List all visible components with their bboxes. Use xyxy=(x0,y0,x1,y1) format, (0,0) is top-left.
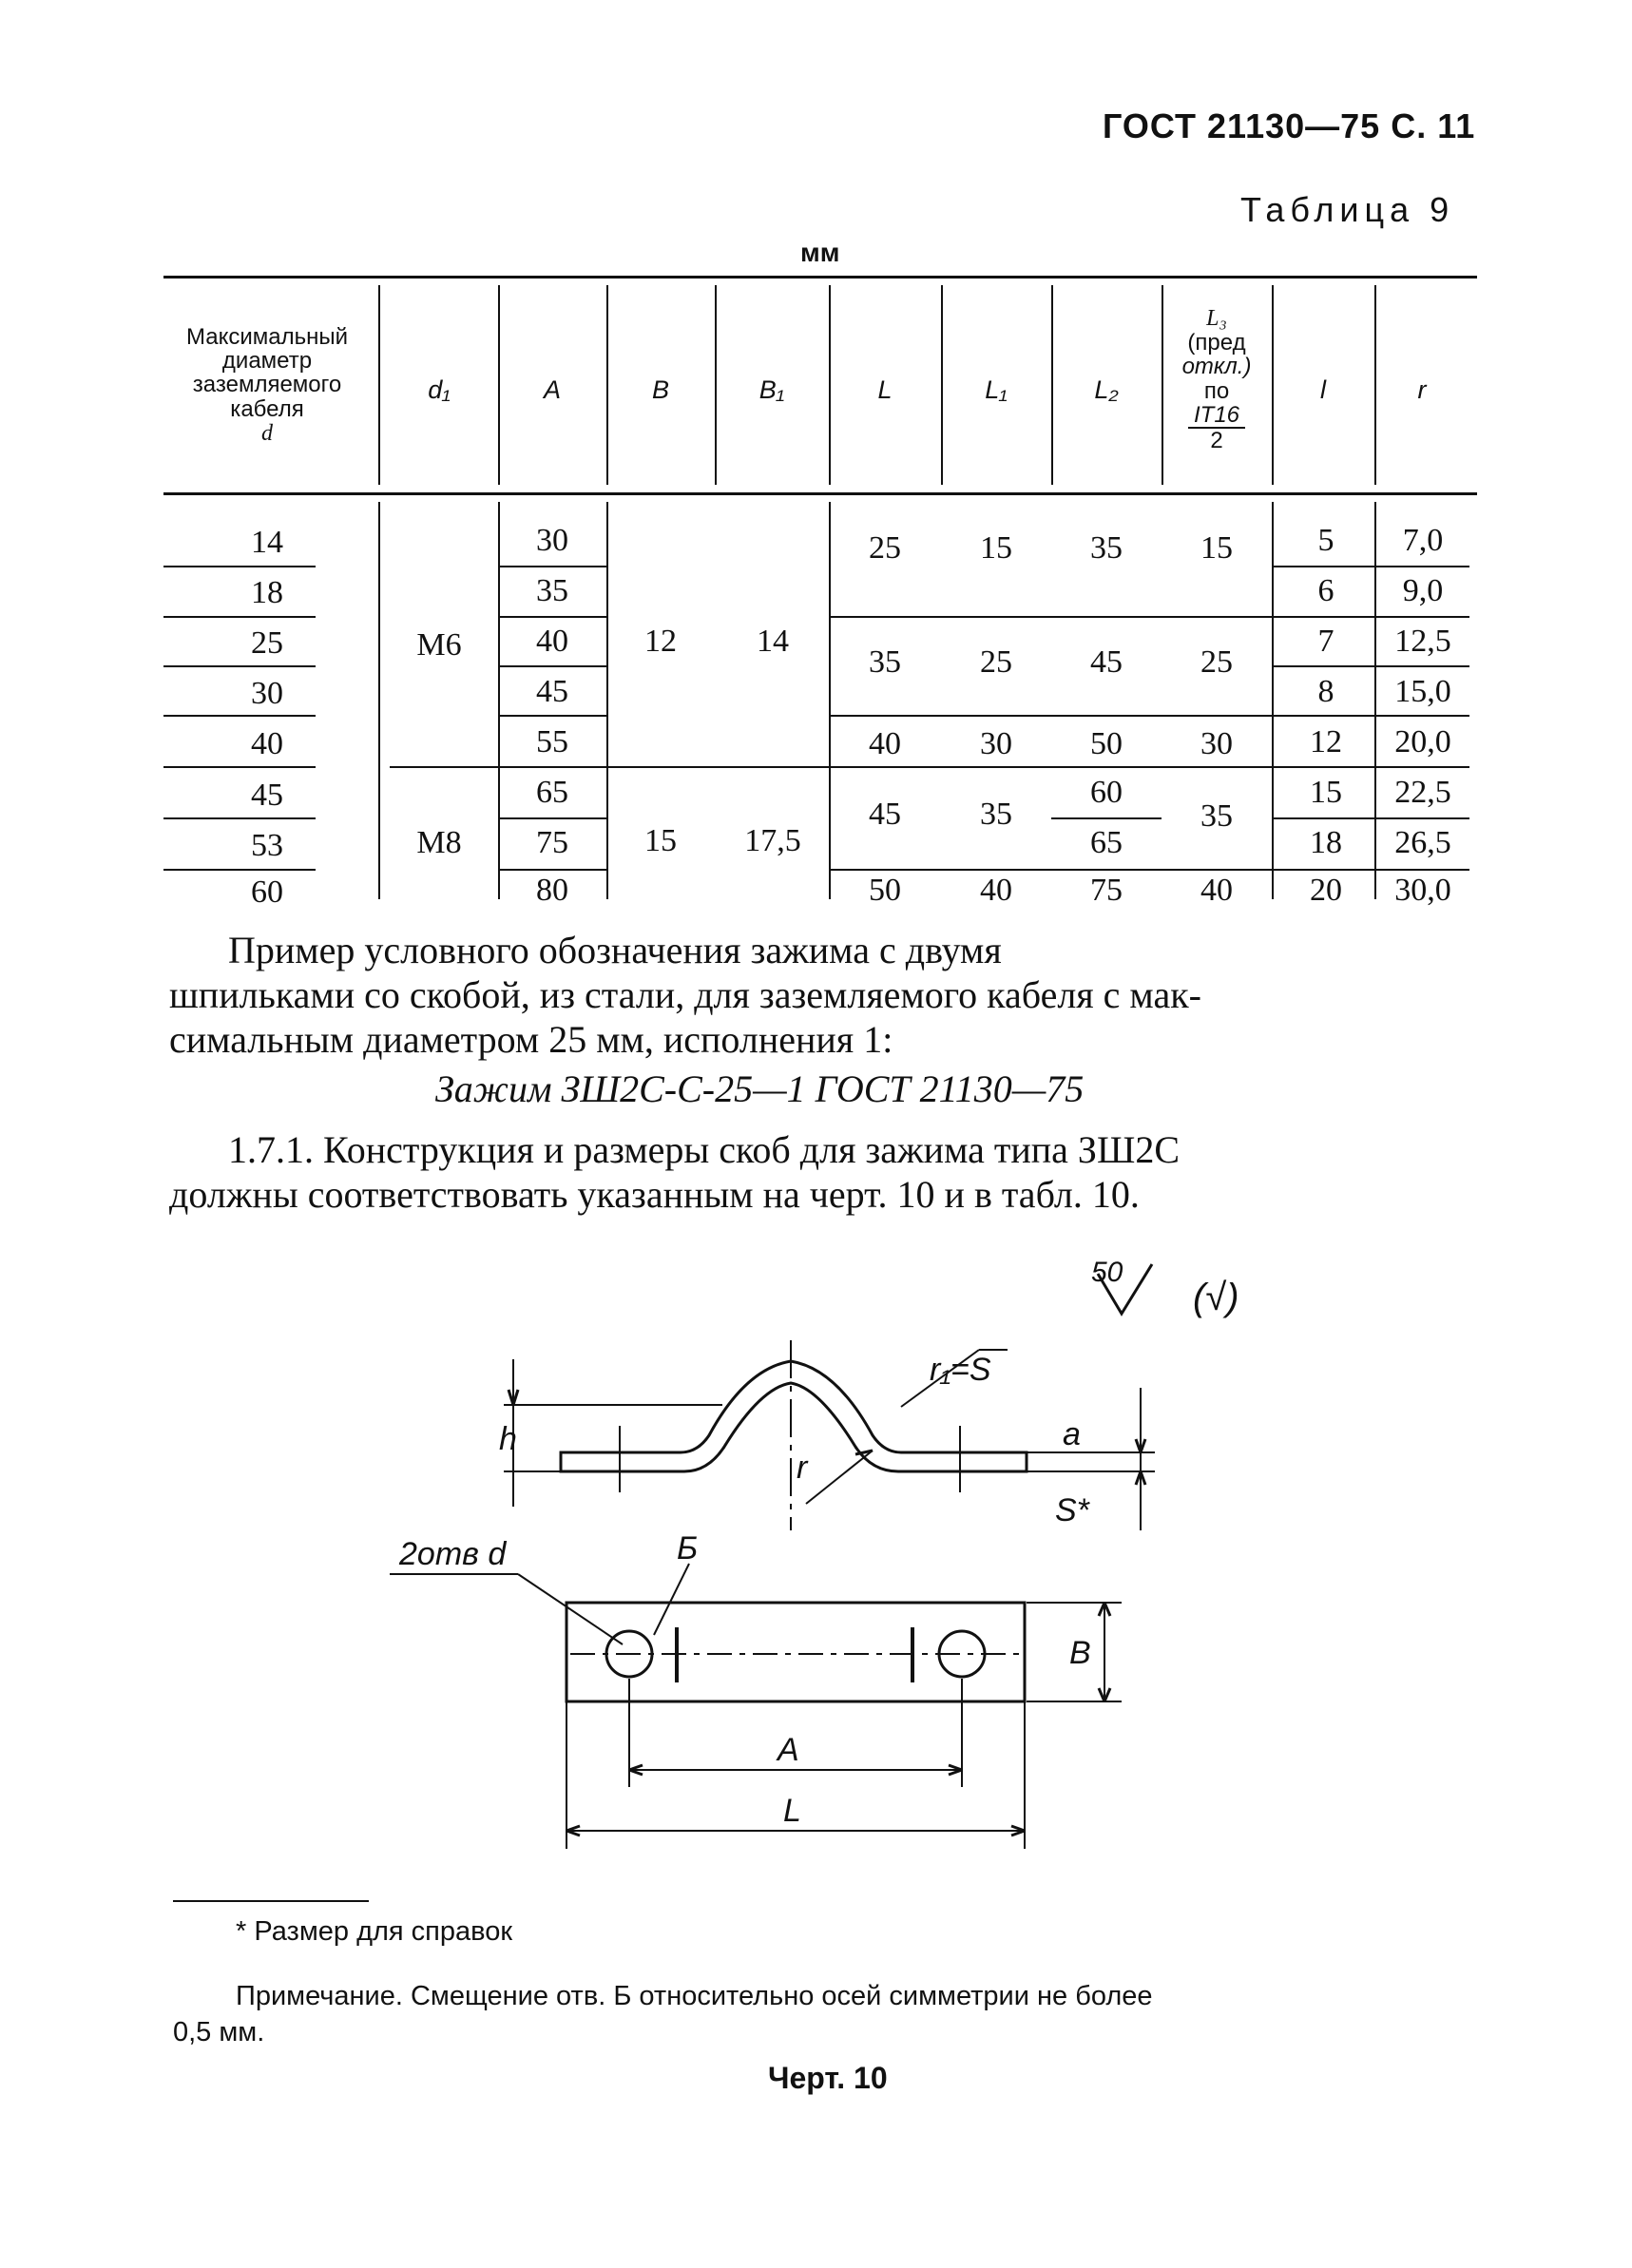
table-cell-l3: 30 xyxy=(1200,726,1233,761)
table-cell-l: 35 xyxy=(869,644,901,680)
table-cell-l3: 40 xyxy=(1200,873,1233,908)
table-caption: Таблица 9 xyxy=(1240,190,1455,229)
table-cell-a: 30 xyxy=(536,523,568,558)
label-l-dim: L xyxy=(783,1793,801,1829)
table-cell-b1: 14 xyxy=(757,624,789,659)
header-l2: L₂ xyxy=(1094,375,1119,404)
footnote: * Размер для справок xyxy=(236,1916,513,1947)
header-b: B xyxy=(651,375,669,404)
bracket-plan-view xyxy=(390,1564,1122,1849)
table-cell-l2: 75 xyxy=(1090,873,1123,908)
table-cell-l2: 35 xyxy=(1090,530,1123,566)
label-a: a xyxy=(1063,1416,1081,1452)
table-cell-d: 25 xyxy=(251,625,283,661)
table-cell-l: 40 xyxy=(869,726,901,761)
table-cell-a: 75 xyxy=(536,825,568,860)
note-line-1: Примечание. Смещение отв. Б относительно осей симметрии не более xyxy=(236,1981,1153,2011)
table-cell-l-small: 5 xyxy=(1317,523,1334,558)
table-cell-d: 45 xyxy=(251,778,283,813)
table-cell-r: 30,0 xyxy=(1394,873,1451,908)
header-l-small: l xyxy=(1320,375,1326,404)
table-cell-l2: 50 xyxy=(1090,726,1123,761)
table-cell-l-small: 12 xyxy=(1310,724,1342,759)
table-cell-l3: 15 xyxy=(1200,530,1233,566)
header-max-diameter: Максимальный диаметр заземляемого кабеля d xyxy=(185,324,349,446)
table-cell-l3: 35 xyxy=(1200,798,1233,834)
table-cell-a: 40 xyxy=(536,624,568,659)
header-l: L xyxy=(877,375,893,404)
table-cell-l2: 60 xyxy=(1090,775,1123,810)
table-cell-d1: M8 xyxy=(416,825,462,860)
table-cell-r: 20,0 xyxy=(1394,724,1451,759)
label-s: S* xyxy=(1055,1492,1089,1528)
table-cell-a: 55 xyxy=(536,724,568,759)
note-line-2: 0,5 мм. xyxy=(173,2017,265,2047)
label-holes: 2отв d xyxy=(399,1536,507,1572)
table-cell-l-small: 8 xyxy=(1317,674,1334,709)
table-cell-d: 14 xyxy=(251,525,283,560)
table-cell-l2: 65 xyxy=(1090,825,1123,860)
table-cell-b: 12 xyxy=(644,624,677,659)
roughness-paren: (√) xyxy=(1193,1277,1239,1318)
table-cell-d: 18 xyxy=(251,575,283,610)
table-cell-r: 7,0 xyxy=(1402,523,1444,558)
header-b1: B₁ xyxy=(758,375,785,404)
label-r: r xyxy=(797,1450,808,1486)
header-l1: L₁ xyxy=(985,375,1008,404)
table-cell-d: 40 xyxy=(251,726,283,761)
label-h: h xyxy=(499,1421,517,1457)
table-cell-a: 45 xyxy=(536,674,568,709)
clause-line-2: должны соответствовать указанным на черт. 10 и в табл. 10. xyxy=(169,1173,1140,1216)
header-d1: d₁ xyxy=(428,375,451,404)
table-cell-l-small: 6 xyxy=(1317,573,1334,608)
table-cell-l: 45 xyxy=(869,797,901,832)
table-cell-l: 25 xyxy=(869,530,901,566)
table-cell-l-small: 18 xyxy=(1310,825,1342,860)
table-cell-r: 9,0 xyxy=(1402,573,1444,608)
table-cell-l: 50 xyxy=(869,873,901,908)
table-cell-a: 80 xyxy=(536,873,568,908)
table-cell-b1: 17,5 xyxy=(744,823,801,858)
label-hole-b: Б xyxy=(677,1530,699,1566)
table-cell-a: 65 xyxy=(536,775,568,810)
table-cell-d1: M6 xyxy=(416,627,462,663)
table-cell-l-small: 15 xyxy=(1310,775,1342,810)
document-reference: ГОСТ 21130—75 С. 11 xyxy=(1103,106,1476,145)
roughness-value: 50 xyxy=(1091,1257,1123,1288)
table-cell-l1: 15 xyxy=(980,530,1012,566)
label-a-dim: A xyxy=(778,1732,799,1768)
table-cell-d: 60 xyxy=(251,875,283,910)
clause-line-1: 1.7.1. Конструкция и размеры скоб для зажима типа ЗШ2С xyxy=(228,1128,1180,1171)
table-cell-l1: 40 xyxy=(980,873,1012,908)
label-r1: r₁=S xyxy=(930,1352,991,1388)
table-cell-l1: 25 xyxy=(980,644,1012,680)
table-cell-r: 26,5 xyxy=(1394,825,1451,860)
table-cell-l2: 45 xyxy=(1090,644,1123,680)
table-cell-l1: 35 xyxy=(980,797,1012,832)
table-cell-r: 12,5 xyxy=(1394,624,1451,659)
designation: Зажим ЗШ2С-С-25—1 ГОСТ 21130—75 xyxy=(435,1067,1085,1110)
example-line-1: Пример условного обозначения зажима с двумя xyxy=(228,929,1002,971)
table-cell-r: 22,5 xyxy=(1394,775,1451,810)
header-r: r xyxy=(1417,375,1427,404)
table-cell-b: 15 xyxy=(644,823,677,858)
table-cell-r: 15,0 xyxy=(1394,674,1451,709)
example-line-2: шпильками со скобой, из стали, для заземляемого кабеля с мак- xyxy=(169,973,1201,1016)
table-cell-l-small: 20 xyxy=(1310,873,1342,908)
example-line-3: симальным диаметром 25 мм, исполнения 1: xyxy=(169,1018,893,1061)
label-b: B xyxy=(1069,1635,1091,1671)
figure-caption: Черт. 10 xyxy=(768,2061,888,2095)
table-cell-l-small: 7 xyxy=(1317,624,1334,659)
table-cell-a: 35 xyxy=(536,573,568,608)
table-cell-d: 53 xyxy=(251,828,283,863)
table-units: мм xyxy=(800,238,840,267)
table-cell-d: 30 xyxy=(251,676,283,711)
table-cell-l1: 30 xyxy=(980,726,1012,761)
header-a: A xyxy=(543,375,561,404)
table-cell-l3: 25 xyxy=(1200,644,1233,680)
header-l3: L₃ (пред откл.) по IT16 2 xyxy=(1181,306,1252,453)
